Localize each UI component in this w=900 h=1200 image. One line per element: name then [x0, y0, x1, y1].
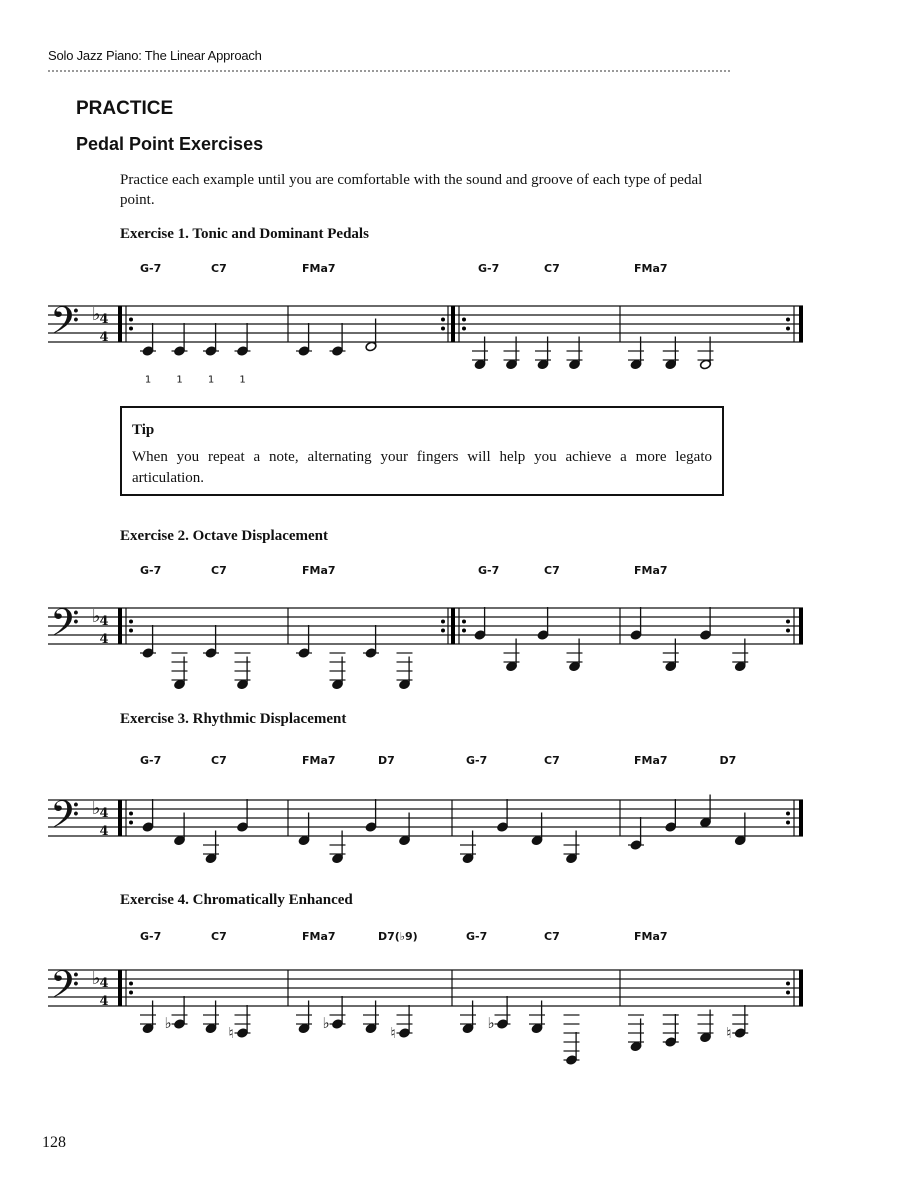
repeat-dot: [129, 327, 133, 331]
natural-accidental-icon: ♮: [726, 1024, 732, 1042]
chord-symbol: G-7: [478, 564, 500, 577]
bass-clef-icon: 𝄢: [50, 792, 80, 846]
tip-title: Tip: [132, 422, 155, 438]
repeat-thick-bar: [799, 800, 803, 836]
time-signature-top: 4: [99, 312, 109, 327]
chord-symbol: FMa7: [634, 930, 668, 943]
chord-symbol: D7: [378, 754, 395, 767]
chord-symbol: FMa7: [302, 262, 336, 275]
repeat-thick-bar: [799, 608, 803, 644]
bass-clef-icon: 𝄢: [50, 298, 80, 352]
bass-clef-icon: 𝄢: [50, 600, 80, 654]
repeat-dot: [786, 982, 790, 986]
repeat-dot: [129, 620, 133, 624]
time-signature-top: 4: [99, 614, 109, 629]
chord-symbol: C7: [211, 930, 227, 943]
repeat-dot: [441, 327, 445, 331]
key-signature-flat-icon: ♭: [92, 968, 101, 989]
repeat-dot: [129, 991, 133, 995]
chord-symbol: G-7: [140, 262, 162, 275]
chord-symbol: G-7: [140, 564, 162, 577]
repeat-thick-bar: [118, 608, 122, 644]
key-signature-flat-icon: ♭: [92, 798, 101, 819]
repeat-dot: [786, 629, 790, 633]
repeat-thick-bar: [118, 800, 122, 836]
repeat-dot: [129, 812, 133, 816]
repeat-thick-bar: [451, 306, 455, 342]
chord-symbol: FMa7: [634, 262, 668, 275]
key-signature-flat-icon: ♭: [92, 606, 101, 627]
chord-symbol: C7: [544, 754, 560, 767]
chord-symbol: G-7: [466, 930, 488, 943]
exercise-2-staff: [0, 552, 900, 662]
fingering-number: 1: [176, 374, 183, 386]
exercise-3-staff: [0, 742, 900, 852]
bass-clef-icon: 𝄢: [50, 962, 80, 1016]
flat-accidental-icon: ♭: [164, 1014, 172, 1032]
chord-symbol: G-7: [140, 930, 162, 943]
tip-body: When you repeat a note, alternating your fingers will help you achieve a more legato articulation.: [132, 449, 712, 486]
repeat-dot: [786, 327, 790, 331]
chord-symbol: G-7: [478, 262, 500, 275]
natural-accidental-icon: ♮: [390, 1024, 396, 1042]
time-signature-bottom: 4: [99, 994, 109, 1009]
subsection-title: Pedal Point Exercises: [76, 134, 264, 154]
exercise-1-title: Exercise 1. Tonic and Dominant Pedals: [120, 226, 369, 242]
repeat-dot: [786, 620, 790, 624]
chord-symbol: FMa7: [634, 564, 668, 577]
repeat-dot: [462, 629, 466, 633]
repeat-dot: [441, 629, 445, 633]
chord-symbol: C7: [544, 564, 560, 577]
repeat-dot: [462, 620, 466, 624]
chord-symbol: G-7: [140, 754, 162, 767]
repeat-dot: [786, 821, 790, 825]
flat-accidental-icon: ♭: [487, 1014, 495, 1032]
repeat-dot: [129, 629, 133, 633]
section-title: PRACTICE: [76, 98, 174, 119]
exercise-3-title: Exercise 3. Rhythmic Displacement: [120, 711, 347, 727]
chord-symbol: D7(♭9): [378, 930, 418, 943]
repeat-dot: [129, 982, 133, 986]
time-signature-top: 4: [99, 806, 109, 821]
chord-symbol: FMa7: [302, 564, 336, 577]
repeat-dot: [441, 318, 445, 322]
repeat-dot: [462, 327, 466, 331]
chord-symbol: C7: [544, 262, 560, 275]
chord-symbol: D7: [719, 754, 737, 767]
repeat-dot: [786, 812, 790, 816]
repeat-dot: [786, 991, 790, 995]
key-signature-flat-icon: ♭: [92, 304, 101, 325]
chord-symbol: G-7: [466, 754, 488, 767]
fingering-number: 1: [207, 374, 215, 386]
chord-symbol: C7: [211, 564, 227, 577]
repeat-dot: [441, 620, 445, 624]
exercise-1-staff: [0, 250, 900, 386]
repeat-dot: [129, 821, 133, 825]
time-signature-top: 4: [99, 976, 109, 991]
natural-accidental-icon: ♮: [228, 1024, 234, 1042]
repeat-thick-bar: [118, 970, 122, 1006]
chord-symbol: C7: [544, 930, 560, 943]
exercise-4-staff: [0, 918, 900, 1042]
repeat-thick-bar: [451, 608, 455, 644]
fingering-number: 1: [239, 374, 246, 386]
exercise-4-title: Exercise 4. Chromatically Enhanced: [120, 892, 353, 908]
fingering-number: 1: [144, 374, 152, 386]
time-signature-bottom: 4: [99, 632, 109, 647]
running-head: Solo Jazz Piano: The Linear Approach: [48, 48, 262, 63]
time-signature-bottom: 4: [99, 330, 109, 345]
chord-symbol: C7: [211, 262, 227, 275]
flat-accidental-icon: ♭: [322, 1014, 330, 1032]
page-number: 128: [42, 1134, 66, 1151]
header-rule: [48, 70, 730, 72]
repeat-dot: [786, 318, 790, 322]
repeat-thick-bar: [799, 306, 803, 342]
time-signature-bottom: 4: [99, 824, 109, 839]
repeat-thick-bar: [799, 970, 803, 1006]
repeat-dot: [129, 318, 133, 322]
chord-symbol: FMa7: [302, 754, 336, 767]
tip-box: [120, 406, 724, 496]
repeat-thick-bar: [118, 306, 122, 342]
intro-paragraph: Practice each example until you are comfortable with the sound and groove of each type of pedal point.: [120, 172, 703, 208]
chord-symbol: C7: [211, 754, 227, 767]
chord-symbol: FMa7: [634, 754, 668, 767]
chord-symbol: FMa7: [302, 930, 336, 943]
exercise-2-title: Exercise 2. Octave Displacement: [120, 528, 329, 544]
repeat-dot: [462, 318, 466, 322]
